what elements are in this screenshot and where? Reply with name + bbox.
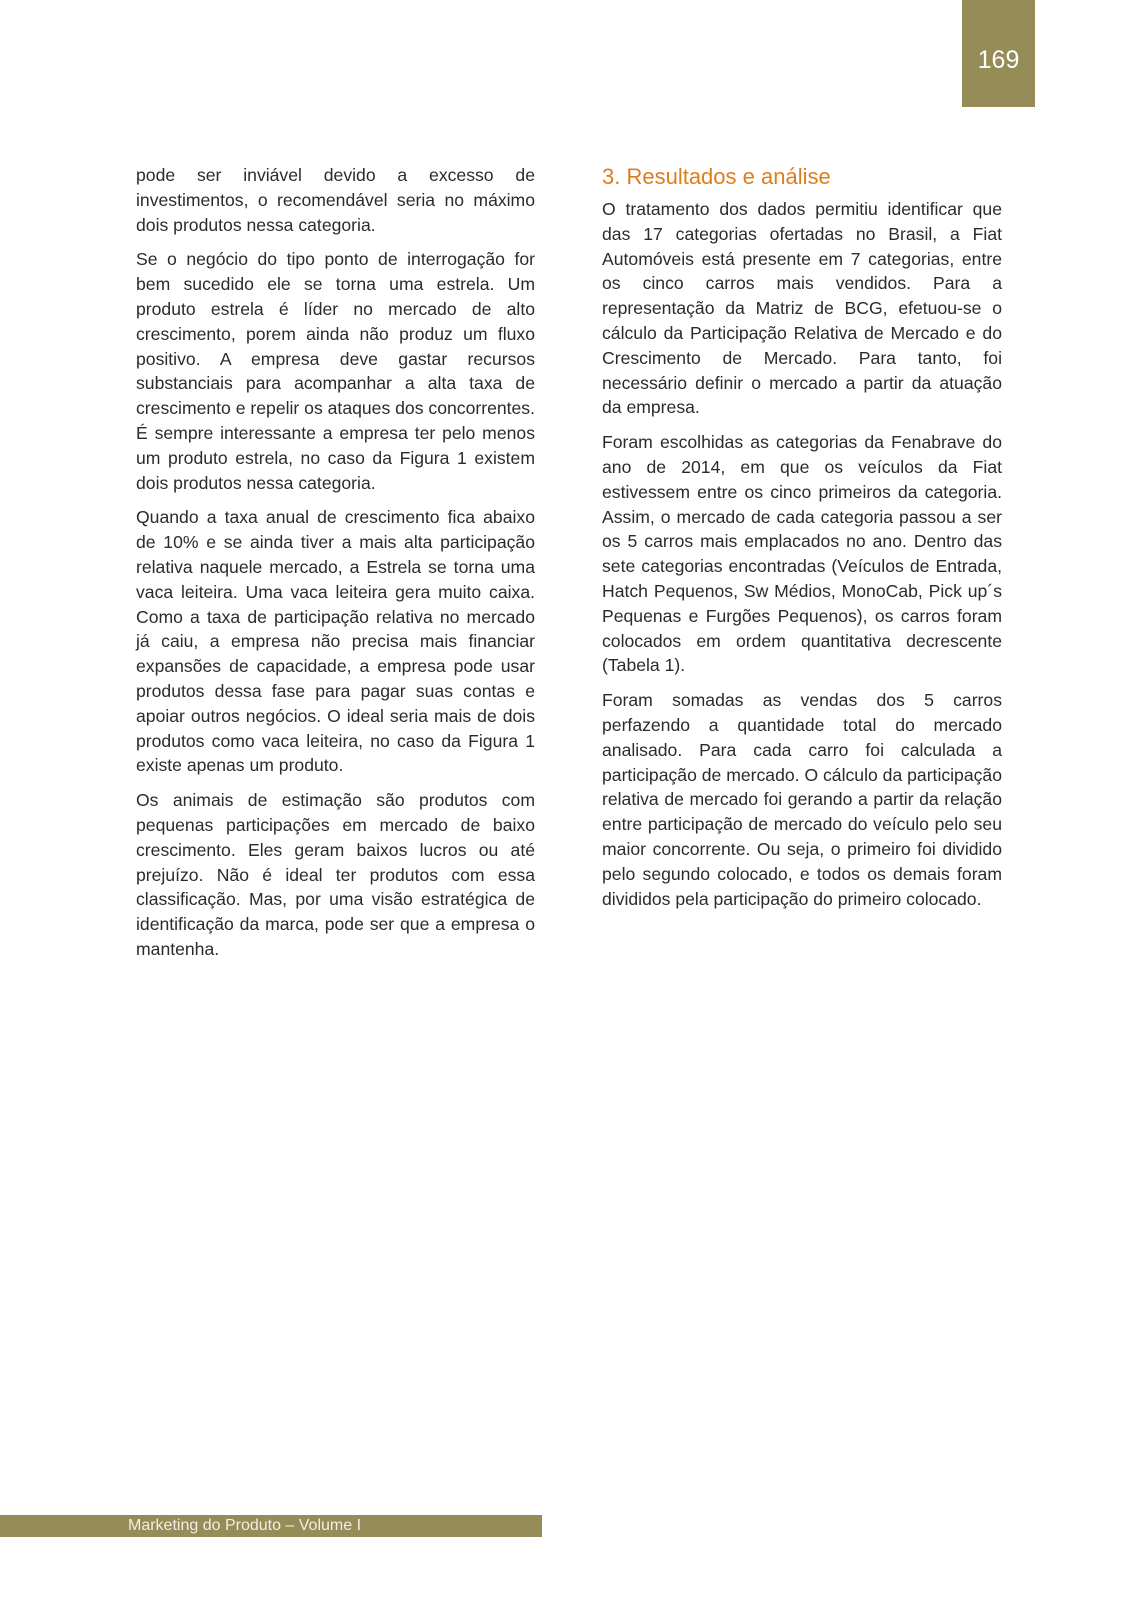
- body-paragraph: pode ser inviável devido a excesso de investimentos, o recomendável seria no máximo dois produtos nessa categoria.: [136, 165, 535, 235]
- body-paragraph: Os animais de estimação são produtos com pequenas participações em mercado de baixo crescimento. Eles geram baixos lucros ou até prejuízo. Não é ideal ter produtos com essa classificação. Mas, por uma visão estratégica de identificação da marca, pode ser que a empresa o mantenha.: [136, 790, 535, 959]
- left-column: [136, 163, 535, 972]
- body-paragraph: O tratamento dos dados permitiu identificar que das 17 categorias ofertadas no Brasil, a Fiat Automóveis está presente em 7 categorias, entre os cinco carros mais vendidos. Para a representação da Matriz de BCG, efetuou-se o cálculo da Participação Relativa de Mercado e do Crescimento de Mercado. Para tanto, foi necessário definir o mercado a partir da atuação da empresa.: [602, 199, 1002, 418]
- body-paragraph: Foram somadas as vendas dos 5 carros perfazendo a quantidade total do mercado analisado. Para cada carro foi calculada a participação de mercado. O cálculo da participação relativa de mercado foi gerando a partir da relação entre participação de mercado do veículo pelo seu maior concorrente. Ou seja, o primeiro foi dividido pelo segundo colocado, e todos os demais foram divididos pela participação do primeiro colocado.: [602, 690, 1002, 909]
- body-paragraph: Se o negócio do tipo ponto de interrogação for bem sucedido ele se torna uma estrela. Um produto estrela é líder no mercado de alto crescimento, porem ainda não produz um fluxo positivo. A empresa deve gastar recursos substanciais para acompanhar a alta taxa de crescimento e repelir os ataques dos concorrentes. É sempre interessante a empresa ter pelo menos um produto estrela, no caso da Figura 1 existem dois produtos nessa categoria.: [136, 249, 535, 493]
- page-number: 169: [977, 46, 1020, 74]
- section-heading: 3. Resultados e análise: [602, 164, 831, 189]
- footer-bar: [0, 1515, 542, 1537]
- body-paragraph: Quando a taxa anual de crescimento fica abaixo de 10% e se ainda tiver a mais alta participação relativa naquele mercado, a Estrela se torna uma vaca leiteira. Uma vaca leiteira gera muito caixa. Como a taxa de participação relativa no mercado já caiu, a empresa não precisa mais financiar expansões de capacidade, a empresa pode usar produtos dessa fase para pagar suas contas e apoiar outros negócios. O ideal seria mais de dois produtos como vaca leiteira, no caso da Figura 1 existe apenas um produto.: [136, 507, 535, 776]
- body-paragraph: Foram escolhidas as categorias da Fenabrave do ano de 2014, em que os veículos da Fiat estivessem entre os cinco primeiros da categoria. Assim, o mercado de cada categoria passou a ser os 5 carros mais emplacados no ano. Dentro das sete categorias encontradas (Veículos de Entrada, Hatch Pequenos, Sw Médios, MonoCab, Pick up´s Pequenas e Furgões Pequenos), os carros foram colocados em ordem quantitativa decrescente (Tabela 1).: [602, 432, 1002, 676]
- right-column: [602, 163, 1002, 921]
- page-number-tab: [962, 0, 1035, 107]
- footer-title: Marketing do Produto – Volume I: [128, 1517, 362, 1534]
